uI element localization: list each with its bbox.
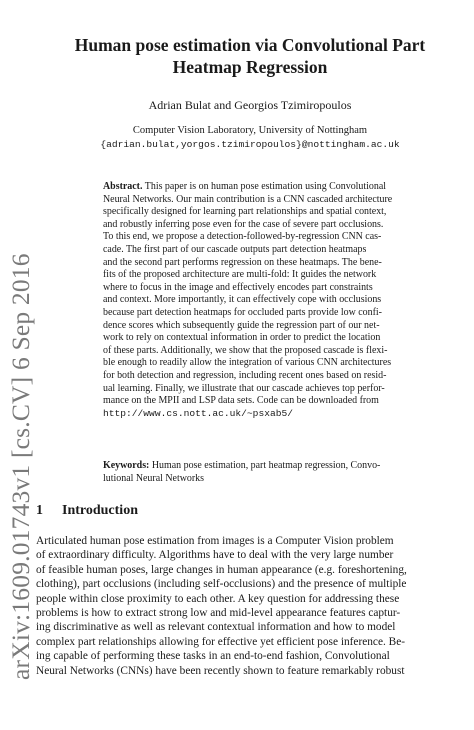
intro-line: Articulated human pose estimation from images is a Computer Vision problem bbox=[36, 535, 394, 547]
intro-line: problems is how to extract strong low and mid-level appearance features captur- bbox=[36, 607, 401, 620]
abstract-line: To this end, we propose a detection-followed-by-regression CNN cas- bbox=[103, 231, 382, 243]
authors: Adrian Bulat and Georgios Tzimiropoulos bbox=[148, 98, 352, 112]
intro-line: of feasible human poses, large changes in human appearance (e.g. foreshortening, bbox=[36, 563, 407, 576]
abstract-line-text: This paper is on human pose estimation using Convolutional bbox=[144, 181, 387, 192]
abstract-line: Neural Networks. Our main contribution is a CNN cascaded architecture bbox=[103, 193, 393, 205]
abstract-line: for both detection and regression, including recent ones based on resid- bbox=[103, 369, 387, 381]
abstract-line: dence scores which subsequently guide the regression part of our net- bbox=[103, 319, 380, 331]
abstract-line: work to rely on contextual information in order to predict the location bbox=[103, 332, 381, 344]
title-line-2: Heatmap Regression bbox=[172, 57, 328, 77]
abstract-line: specifically designed for learning part relationships and spatial context, bbox=[103, 206, 387, 218]
intro-line: of extraordinary difficulty. Algorithms have to deal with the very large number bbox=[36, 549, 394, 562]
intro-line: Neural Networks (CNNs) have been recently shown to feature remarkably robust bbox=[36, 664, 405, 677]
affiliation bbox=[56, 124, 444, 152]
abstract-line bbox=[103, 181, 400, 194]
section-title: Introduction bbox=[62, 503, 138, 518]
title-line-1: Human pose estimation via Convolutional Part bbox=[74, 35, 426, 55]
abstract-line: where to focus in the image and effectively encodes part constraints bbox=[103, 281, 373, 293]
keywords bbox=[103, 460, 400, 485]
intro-line: clothing), part occlusions (including self-occlusions) and the presence of multiple bbox=[36, 578, 407, 591]
abstract-line: ble enough to readily allow the integration of various CNN architectures bbox=[103, 357, 392, 369]
section-number: 1 bbox=[36, 503, 43, 518]
abstract-line: because part detection heatmaps for occluded parts provide low confi- bbox=[103, 306, 382, 318]
abstract-line: and the second part performs regression on these heatmaps. The bene- bbox=[103, 256, 382, 268]
keywords-line-2: lutional Neural Networks bbox=[103, 472, 205, 484]
abstract-line: fits of the proposed architecture are multi-fold: It guides the network bbox=[103, 269, 377, 281]
affiliation-line: Computer Vision Laboratory, University of Nottingham bbox=[132, 125, 368, 136]
abstract-line: of these parts. Additionally, we show that the proposed cascade is flexi- bbox=[103, 344, 388, 356]
code-url[interactable]: http://www.cs.nott.ac.uk/~psxab5/ bbox=[103, 407, 293, 419]
email: {adrian.bulat,yorgos.tzimiropoulos}@nottingham.ac.uk bbox=[100, 139, 400, 150]
abstract-line: mance on the MPII and LSP data sets. Code can be downloaded from bbox=[103, 395, 379, 407]
abstract-label: Abstract. bbox=[103, 181, 143, 192]
keywords-line-1: Human pose estimation, part heatmap regression, Convo- bbox=[151, 460, 381, 471]
abstract-line: and context. More importantly, it can effectively cope with occlusions bbox=[103, 294, 382, 306]
keywords-label: Keywords: bbox=[103, 460, 150, 471]
abstract-line: ual learning. Finally, we illustrate that our cascade achieves top perfor- bbox=[103, 382, 385, 394]
abstract bbox=[103, 181, 400, 420]
abstract-line: cade. The first part of our cascade outputs part detection heatmaps bbox=[103, 243, 367, 255]
intro-line: complex part relationships allowing for effective yet efficient pose inference. Be- bbox=[36, 635, 406, 648]
arxiv-identifier: arXiv:1609.01743v1 [cs.CV] 6 Sep 2016 bbox=[6, 253, 35, 680]
abstract-line: and robustly inferring pose even for the case of severe part occlusions. bbox=[103, 218, 384, 230]
introduction-body bbox=[36, 534, 438, 678]
paper-title bbox=[56, 34, 444, 78]
intro-line: ing capable of performing these tasks in an end-to-end fashion, Convolutional bbox=[36, 650, 390, 663]
intro-line: people within close proximity to each other. A key question for addressing these bbox=[36, 592, 400, 605]
section-heading bbox=[36, 503, 138, 519]
intro-line: ing discriminative as well as relevant contextual information and how to model bbox=[36, 621, 396, 634]
